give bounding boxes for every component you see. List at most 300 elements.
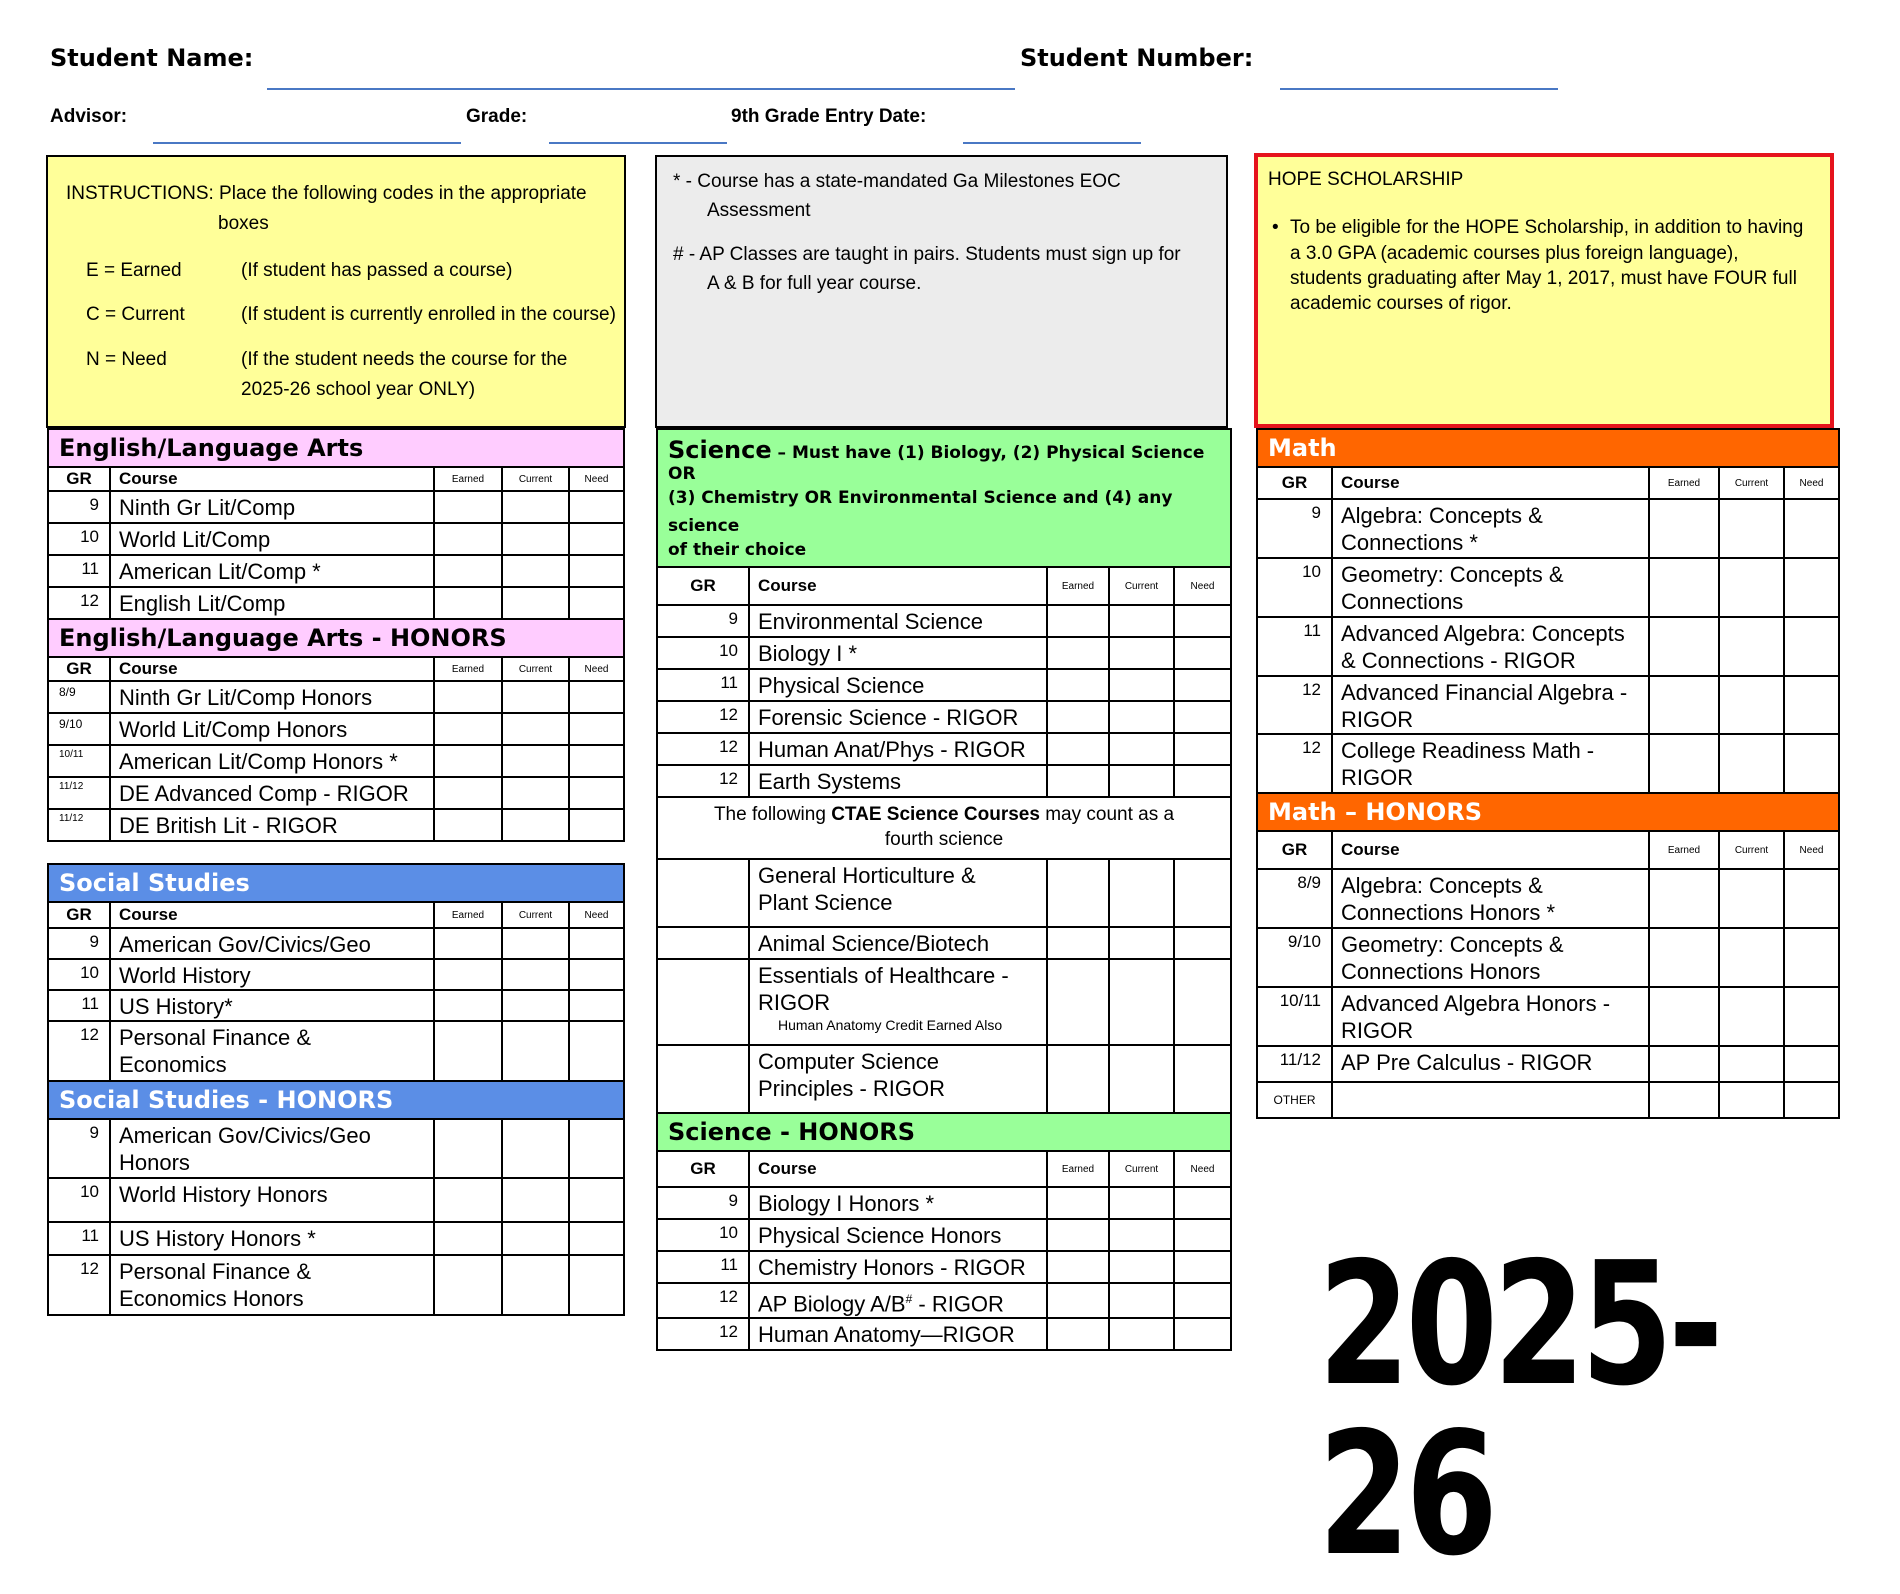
col-course: Course [110, 902, 434, 928]
course-cell: World Lit/Comp Honors [110, 713, 434, 745]
earned-box[interactable] [1047, 1187, 1109, 1219]
current-box[interactable] [1719, 987, 1784, 1046]
current-box[interactable] [1109, 859, 1174, 927]
current-box[interactable] [1109, 669, 1174, 701]
col-course: Course [749, 1151, 1047, 1187]
current-box[interactable] [1109, 1045, 1174, 1113]
earned-box[interactable] [1649, 676, 1719, 734]
need-box[interactable] [1784, 499, 1839, 558]
earned-box[interactable] [1047, 1318, 1109, 1350]
course-cell: Animal Science/Biotech [749, 927, 1047, 959]
science-title: Science [668, 436, 772, 464]
table-row [657, 733, 1231, 765]
current-box[interactable] [502, 809, 569, 841]
current-box[interactable] [1719, 1082, 1784, 1118]
science-honors-title: Science - HONORS [657, 1113, 1231, 1151]
earned-box[interactable] [1649, 1046, 1719, 1082]
need-box[interactable] [1174, 1318, 1231, 1350]
current-box[interactable] [502, 777, 569, 809]
grade-cell [657, 1045, 749, 1113]
course-cell: Algebra: Concepts & [1341, 873, 1543, 898]
course-cell: Advanced Algebra Honors - [1341, 991, 1611, 1016]
col-course: Course [1332, 467, 1649, 499]
need-box[interactable] [1784, 869, 1839, 928]
course-cell: Ninth Gr Lit/Comp Honors [110, 681, 434, 713]
need-box[interactable] [569, 1021, 624, 1081]
table-row [657, 637, 1231, 669]
course-cell-cont: Connections [1341, 589, 1464, 614]
need-box[interactable] [569, 681, 624, 713]
course-cell-cont: Plant Science [758, 890, 893, 915]
earned-box[interactable] [1047, 733, 1109, 765]
course-cell: Geometry: Concepts & [1341, 932, 1564, 957]
col-current: Current [1109, 1151, 1174, 1187]
credit-note: Human Anatomy Credit Earned Also [778, 1017, 1003, 1033]
need-box[interactable] [569, 555, 624, 587]
table-row [1257, 928, 1839, 987]
table-row [48, 928, 624, 959]
ela-table [47, 428, 625, 842]
current-box[interactable] [1719, 676, 1784, 734]
col-gr: GR [48, 657, 110, 681]
need-box[interactable] [569, 745, 624, 777]
code-current-desc: (If student is currently enrolled in the course) [241, 304, 616, 325]
table-row [1257, 734, 1839, 793]
col-gr: GR [48, 467, 110, 491]
table-row [48, 990, 624, 1021]
student-number-field[interactable] [1280, 88, 1558, 90]
math-title: Math [1257, 429, 1839, 467]
col-gr: GR [657, 567, 749, 605]
need-box[interactable] [569, 1222, 624, 1255]
earned-box[interactable] [434, 809, 502, 841]
course-cell: Environmental Science [749, 605, 1047, 637]
table-row [48, 809, 624, 841]
table-row [657, 1318, 1231, 1350]
col-current: Current [1109, 567, 1174, 605]
table-row [1257, 676, 1839, 734]
hope-title: HOPE SCHOLARSHIP [1268, 169, 1464, 190]
current-box[interactable] [1109, 765, 1174, 797]
table-row [48, 681, 624, 713]
need-box[interactable] [1174, 1187, 1231, 1219]
current-box[interactable] [502, 1222, 569, 1255]
current-box[interactable] [502, 1178, 569, 1222]
earned-box[interactable] [434, 491, 502, 523]
course-cell-cont: Connections Honors [1341, 959, 1541, 984]
table-row [657, 605, 1231, 637]
grade-cell: 12 [657, 701, 749, 733]
grade-cell: 8/9 [1257, 869, 1332, 928]
current-box[interactable] [1109, 927, 1174, 959]
table-row [657, 1045, 1231, 1113]
grade-cell: 9 [1257, 499, 1332, 558]
earned-box[interactable] [434, 777, 502, 809]
student-name-label: Student Name: [50, 44, 254, 72]
col-course: Course [110, 467, 434, 491]
code-earned: E = Earned [86, 260, 182, 281]
grade-cell: 11 [48, 990, 110, 1021]
earned-box[interactable] [1649, 617, 1719, 676]
ela-title: English/Language Arts [48, 429, 624, 467]
grade-cell [657, 959, 749, 1045]
course-cell: DE Advanced Comp - RIGOR [110, 777, 434, 809]
need-box[interactable] [1174, 637, 1231, 669]
col-current: Current [502, 467, 569, 491]
current-box[interactable] [502, 745, 569, 777]
ss-honors-title: Social Studies - HONORS [48, 1081, 624, 1119]
ctae-note-pre: The following [713, 804, 832, 825]
earned-box[interactable] [1047, 1045, 1109, 1113]
col-need: Need [569, 902, 624, 928]
table-row [48, 491, 624, 523]
course-cell: English Lit/Comp [110, 587, 434, 619]
grade-cell: 12 [1257, 676, 1332, 734]
course-cell: Personal Finance & [119, 1259, 311, 1284]
advisor-field[interactable] [153, 142, 461, 144]
course-cell: Advanced Financial Algebra - [1341, 680, 1628, 705]
earned-box[interactable] [1649, 499, 1719, 558]
course-cell-cont: RIGOR [1341, 1018, 1414, 1043]
earned-box[interactable] [434, 1222, 502, 1255]
grade-cell: 10 [48, 523, 110, 555]
course-cell: Biology I Honors * [749, 1187, 1047, 1219]
earned-box[interactable] [1047, 605, 1109, 637]
course-cell: General Horticulture & [758, 863, 976, 888]
current-box[interactable] [502, 523, 569, 555]
need-box[interactable] [1174, 1251, 1231, 1283]
table-row [657, 1251, 1231, 1283]
current-box[interactable] [502, 928, 569, 959]
grade-cell: 10 [657, 637, 749, 669]
course-cell: American Gov/Civics/Geo [110, 928, 434, 959]
earned-box[interactable] [1047, 1219, 1109, 1251]
table-row [48, 1021, 624, 1081]
col-earned: Earned [434, 657, 502, 681]
ctae-note-bold: CTAE Science Courses [831, 804, 1040, 825]
student-name-field[interactable] [267, 88, 1015, 90]
grade-cell: 11 [48, 1222, 110, 1255]
earned-box[interactable] [434, 681, 502, 713]
need-box[interactable] [1174, 605, 1231, 637]
need-box[interactable] [1174, 701, 1231, 733]
grade-cell: 9/10 [48, 713, 110, 745]
current-box[interactable] [1109, 1283, 1174, 1318]
table-row [657, 669, 1231, 701]
course-cell: Computer Science [758, 1049, 939, 1074]
col-need: Need [1174, 567, 1231, 605]
current-box[interactable] [1109, 605, 1174, 637]
col-gr: GR [48, 902, 110, 928]
earned-box[interactable] [1047, 1283, 1109, 1318]
earned-box[interactable] [1047, 927, 1109, 959]
earned-box[interactable] [1047, 765, 1109, 797]
earned-box[interactable] [1047, 637, 1109, 669]
grade-cell: 10 [48, 1178, 110, 1222]
earned-box[interactable] [434, 959, 502, 990]
current-box[interactable] [1109, 1219, 1174, 1251]
code-need: N = Need [86, 349, 167, 370]
need-box[interactable] [1784, 987, 1839, 1046]
need-box[interactable] [1784, 734, 1839, 793]
need-box[interactable] [1174, 959, 1231, 1045]
course-cell: US History Honors * [110, 1222, 434, 1255]
current-box[interactable] [1109, 1187, 1174, 1219]
earned-box[interactable] [1649, 558, 1719, 617]
earned-box[interactable] [1047, 669, 1109, 701]
current-box[interactable] [502, 1255, 569, 1315]
table-row [48, 1119, 624, 1178]
need-box[interactable] [569, 491, 624, 523]
current-box[interactable] [1719, 617, 1784, 676]
table-row [657, 859, 1231, 927]
grade-cell: 10 [48, 959, 110, 990]
current-box[interactable] [1719, 499, 1784, 558]
course-cell-cont: Honors [119, 1150, 190, 1175]
current-box[interactable] [1719, 558, 1784, 617]
current-box[interactable] [502, 1021, 569, 1081]
table-row [48, 523, 624, 555]
need-box[interactable] [569, 1178, 624, 1222]
earned-box[interactable] [434, 1021, 502, 1081]
need-box[interactable] [569, 928, 624, 959]
current-box[interactable] [502, 587, 569, 619]
need-box[interactable] [1174, 859, 1231, 927]
need-box[interactable] [1174, 927, 1231, 959]
course-cell: Advanced Algebra: Concepts [1341, 621, 1625, 646]
earned-box[interactable] [434, 745, 502, 777]
entry-date-field[interactable] [963, 142, 1141, 144]
note-ap-cont: A & B for full year course. [707, 273, 922, 294]
grade-cell: 10/11 [48, 745, 110, 777]
current-box[interactable] [1719, 1046, 1784, 1082]
need-box[interactable] [1784, 558, 1839, 617]
current-box[interactable] [1109, 1251, 1174, 1283]
col-need: Need [569, 467, 624, 491]
need-box[interactable] [569, 959, 624, 990]
col-current: Current [502, 902, 569, 928]
grade-cell: 12 [48, 587, 110, 619]
earned-box[interactable] [434, 990, 502, 1021]
ctae-note-line2: fourth science [884, 829, 1004, 850]
earned-box[interactable] [434, 587, 502, 619]
earned-box[interactable] [434, 555, 502, 587]
col-earned: Earned [1649, 831, 1719, 869]
table-row [48, 1255, 624, 1315]
need-box[interactable] [1784, 1082, 1839, 1118]
course-cell: College Readiness Math - [1341, 738, 1595, 763]
need-box[interactable] [569, 1119, 624, 1178]
course-cell-cont: RIGOR [758, 990, 831, 1015]
need-box[interactable] [1174, 669, 1231, 701]
col-course: Course [749, 567, 1047, 605]
course-cell-cont: Economics [119, 1052, 227, 1077]
earned-box[interactable] [1047, 959, 1109, 1045]
math-table [1256, 428, 1840, 1119]
table-row [48, 1178, 624, 1222]
course-cell-cont: Connections Honors * [1341, 900, 1556, 925]
current-box[interactable] [502, 555, 569, 587]
col-need: Need [1784, 831, 1839, 869]
grade-cell: 12 [657, 1318, 749, 1350]
grade-cell: 9 [48, 928, 110, 959]
table-row [48, 745, 624, 777]
col-earned: Earned [434, 467, 502, 491]
col-earned: Earned [1047, 567, 1109, 605]
math-honors-title: Math – HONORS [1257, 793, 1839, 831]
grade-cell [657, 927, 749, 959]
ctae-note-post: may count as a [1039, 804, 1175, 825]
current-box[interactable] [1719, 734, 1784, 793]
grade-cell: 12 [657, 1283, 749, 1318]
instructions-title: INSTRUCTIONS: Place the following codes in the appropriate [66, 183, 587, 204]
grade-cell: 12 [48, 1255, 110, 1315]
need-box[interactable] [569, 777, 624, 809]
need-box[interactable] [569, 713, 624, 745]
need-box[interactable] [1174, 1045, 1231, 1113]
current-box[interactable] [502, 681, 569, 713]
hope-bullet-icon: • [1272, 217, 1279, 238]
hope-text-1: To be eligible for the HOPE Scholarship, in addition to having [1290, 217, 1804, 238]
current-box[interactable] [1109, 637, 1174, 669]
earned-box[interactable] [1649, 987, 1719, 1046]
table-row [1257, 499, 1839, 558]
course-cell: Physical Science [749, 669, 1047, 701]
course-cell: Chemistry Honors - RIGOR [749, 1251, 1047, 1283]
grade-cell [657, 859, 749, 927]
code-need-desc: (If the student needs the course for the [241, 349, 568, 370]
need-box[interactable] [569, 1255, 624, 1315]
grade-cell: 11 [48, 555, 110, 587]
col-current: Current [1719, 831, 1784, 869]
current-box[interactable] [1109, 701, 1174, 733]
course-cell: Geometry: Concepts & [1341, 562, 1564, 587]
need-box[interactable] [1174, 765, 1231, 797]
table-row [48, 587, 624, 619]
current-box[interactable] [502, 713, 569, 745]
science-subtitle: – Must have (1) Biology, (2) Physical Science OR [668, 443, 1205, 484]
grade-cell: 12 [1257, 734, 1332, 793]
table-row [1257, 617, 1839, 676]
col-current: Current [502, 657, 569, 681]
course-cell: AP Pre Calculus - RIGOR [1332, 1046, 1649, 1082]
need-box[interactable] [1784, 676, 1839, 734]
course-cell: Biology I * [749, 637, 1047, 669]
course-cell: AP Biology A/B [758, 1291, 906, 1317]
course-cell: World Lit/Comp [110, 523, 434, 555]
grade-cell: 10 [657, 1219, 749, 1251]
course-cell: Algebra: Concepts & [1341, 503, 1543, 528]
need-box[interactable] [1784, 617, 1839, 676]
earned-box[interactable] [434, 713, 502, 745]
col-gr: GR [1257, 467, 1332, 499]
grade-cell: 9 [657, 605, 749, 637]
need-box[interactable] [1174, 1283, 1231, 1318]
table-row [1257, 1046, 1839, 1082]
col-current: Current [1719, 467, 1784, 499]
earned-box[interactable] [1649, 734, 1719, 793]
earned-box[interactable] [1649, 869, 1719, 928]
current-box[interactable] [1719, 869, 1784, 928]
need-box[interactable] [1174, 733, 1231, 765]
grade-cell: 11 [1257, 617, 1332, 676]
current-box[interactable] [1109, 733, 1174, 765]
need-box[interactable] [569, 523, 624, 555]
science-table [656, 428, 1232, 1351]
need-box[interactable] [1174, 1219, 1231, 1251]
course-cell-cont: Principles - RIGOR [758, 1076, 946, 1101]
earned-box[interactable] [1047, 1251, 1109, 1283]
current-box[interactable] [502, 1119, 569, 1178]
need-box[interactable] [569, 809, 624, 841]
note-ap: # - AP Classes are taught in pairs. Students must sign up for [673, 244, 1181, 265]
course-cell-other[interactable] [1332, 1082, 1649, 1118]
school-year-title: 2025-26 [1318, 1226, 1719, 1594]
entry-date-label: 9th Grade Entry Date: [731, 106, 927, 127]
col-need: Need [1784, 467, 1839, 499]
earned-box[interactable] [1649, 928, 1719, 987]
earned-box[interactable] [1649, 1082, 1719, 1118]
earned-box[interactable] [434, 1255, 502, 1315]
earned-box[interactable] [1047, 701, 1109, 733]
col-need: Need [569, 657, 624, 681]
grade-cell: 10 [1257, 558, 1332, 617]
col-need: Need [1174, 1151, 1231, 1187]
grade-cell: 9 [657, 1187, 749, 1219]
table-row [657, 1219, 1231, 1251]
hope-text-3: students graduating after May 1, 2017, must have FOUR full [1290, 268, 1797, 289]
current-box[interactable] [1109, 959, 1174, 1045]
course-cell-cont: RIGOR [1341, 707, 1414, 732]
science-subtitle-3: of their choice [668, 540, 807, 560]
grade-cell: 8/9 [48, 681, 110, 713]
grade-cell: 9 [48, 491, 110, 523]
science-title-cell [657, 429, 1231, 567]
current-box[interactable] [502, 990, 569, 1021]
grade-cell: 12 [657, 733, 749, 765]
course-cell: US History* [110, 990, 434, 1021]
table-row [1257, 869, 1839, 928]
grade-cell: 9 [48, 1119, 110, 1178]
grade-cell-other: OTHER [1257, 1082, 1332, 1118]
earned-box[interactable] [434, 928, 502, 959]
table-row [1257, 987, 1839, 1046]
hope-text-4: academic courses of rigor. [1290, 293, 1512, 314]
grade-cell: 11/12 [1257, 1046, 1332, 1082]
ctae-note [657, 797, 1231, 859]
current-box[interactable] [502, 959, 569, 990]
grade-cell: 11/12 [48, 777, 110, 809]
earned-box[interactable] [434, 1119, 502, 1178]
grade-field[interactable] [549, 142, 727, 144]
grade-cell: 12 [657, 765, 749, 797]
need-box[interactable] [569, 990, 624, 1021]
course-cell-cont: Economics Honors [119, 1286, 304, 1311]
code-need-desc-2: 2025-26 school year ONLY) [241, 379, 476, 400]
current-box[interactable] [502, 491, 569, 523]
need-box[interactable] [1784, 928, 1839, 987]
earned-box[interactable] [434, 523, 502, 555]
ela-honors-title: English/Language Arts - HONORS [48, 619, 624, 657]
need-box[interactable] [569, 587, 624, 619]
current-box[interactable] [1109, 1318, 1174, 1350]
earned-box[interactable] [434, 1178, 502, 1222]
need-box[interactable] [1784, 1046, 1839, 1082]
current-box[interactable] [1719, 928, 1784, 987]
table-row [48, 777, 624, 809]
earned-box[interactable] [1047, 859, 1109, 927]
code-current: C = Current [86, 304, 185, 325]
